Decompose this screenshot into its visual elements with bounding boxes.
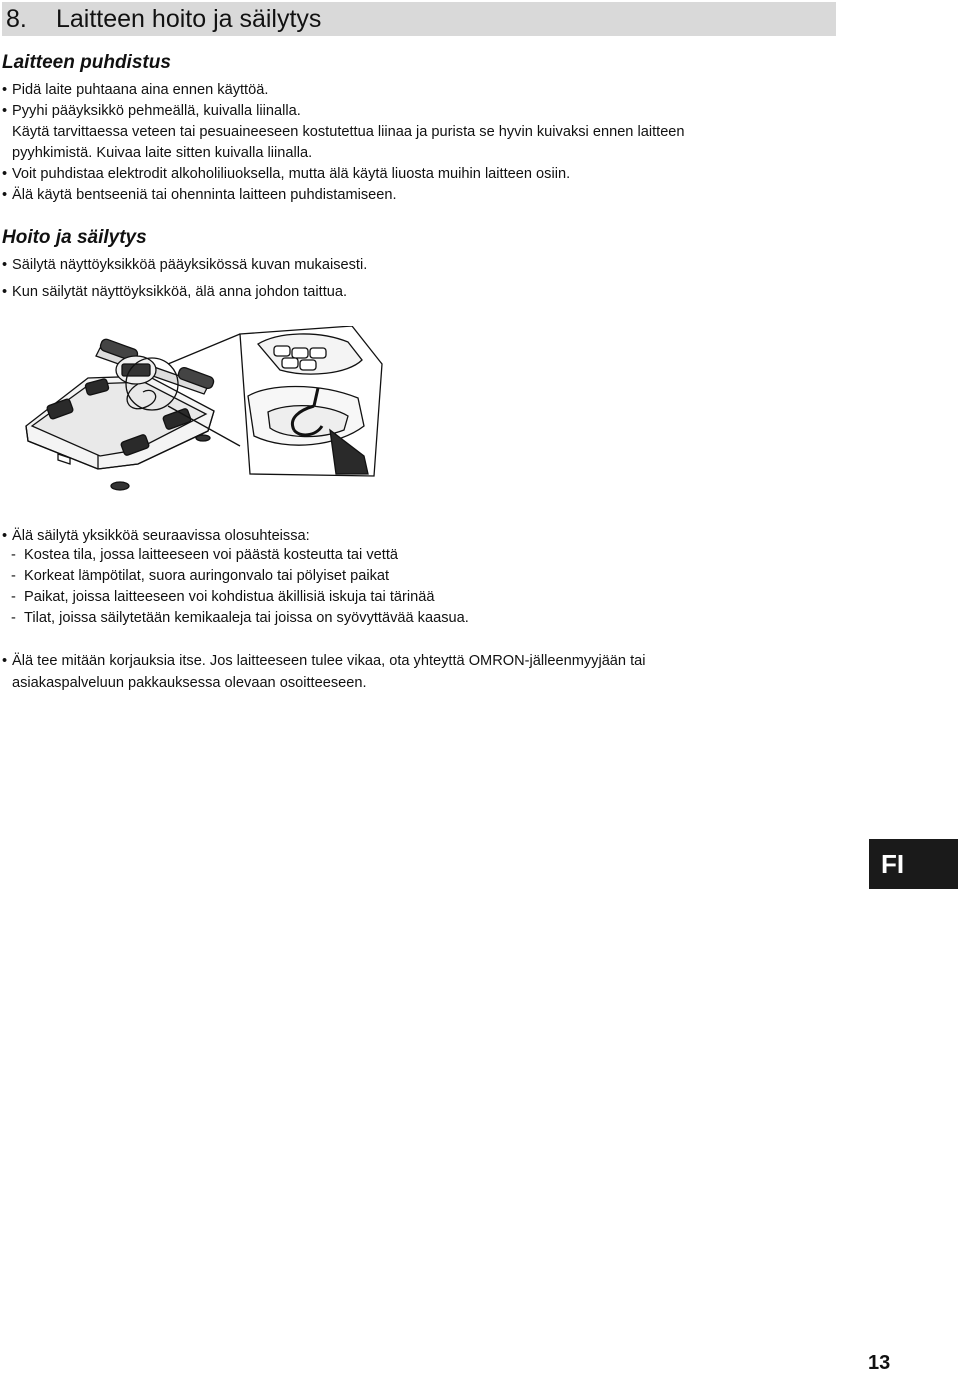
zoom-detail-box [240,326,382,476]
dash: - [11,547,16,563]
dash: - [11,589,16,605]
section-number: 8. [6,5,27,33]
bullet: • [2,103,8,119]
section-title: Laitteen hoito ja säilytys [56,5,322,33]
storage-item-4: - Tilat, joissa säilytetään kemikaaleja tai joissa on syövyttävää kaasua. [11,610,469,626]
repair-line-1: • Älä tee mitään korjauksia itse. Jos laitteeseen tulee vikaa, ota yhteyttä OMRON-jälleenmyyjään tai [2,653,646,669]
care-line-2: • Kun säilytät näyttöyksikköä, älä anna johdon taittua. [2,284,348,300]
cleaning-line-3: Käytä tarvittaessa veteen tai pesuaineeseen kostutettua liinaa ja purista se hyvin kuivaksi ennen laitteen [12,124,685,140]
page-number: 13 [868,1352,891,1374]
dash: - [11,568,16,584]
language-tab: FI [869,839,958,889]
repair-line-2: asiakaspalveluun pakkauksessa olevaan osoitteeseen. [12,675,367,691]
section-title-bar [2,2,836,36]
cleaning-line-5: • Voit puhdistaa elektrodit alkoholiliuoksella, mutta älä käytä liuosta muihin laitteen osiin. [2,166,571,182]
bullet: • [2,187,8,203]
storage-intro: • Älä säilytä yksikköä seuraavissa olosuhteissa: [2,528,310,544]
bullet: • [2,166,8,182]
cleaning-heading: Laitteen puhdistus [2,52,171,73]
cleaning-line-6: • Älä käytä bentseeniä tai ohenninta laitteen puhdistamiseen. [2,187,397,203]
bullet: • [2,82,8,98]
care-heading: Hoito ja säilytys [2,227,147,248]
scale-base-drawing [26,376,214,490]
cleaning-line-1: • Pidä laite puhtaana aina ennen käyttöä. [2,82,269,98]
bullet: • [2,528,8,544]
storage-illustration [18,326,388,496]
bullet: • [2,653,8,669]
cleaning-line-2: • Pyyhi pääyksikkö pehmeällä, kuivalla liinalla. [2,103,301,119]
storage-item-3: - Paikat, joissa laitteeseen voi kohdistua äkillisiä iskuja tai tärinää [11,589,435,605]
bullet: • [2,284,8,300]
bullet: • [2,257,8,273]
care-line-1: • Säilytä näyttöyksikköä pääyksikössä kuvan mukaisesti. [2,257,368,273]
dash: - [11,610,16,626]
storage-item-1: - Kostea tila, jossa laitteeseen voi päästä kosteutta tai vettä [11,547,398,563]
cleaning-line-4: pyyhkimistä. Kuivaa laite sitten kuivalla liinalla. [12,145,313,161]
storage-item-2: - Korkeat lämpötilat, suora auringonvalo tai pölyiset paikat [11,568,390,584]
